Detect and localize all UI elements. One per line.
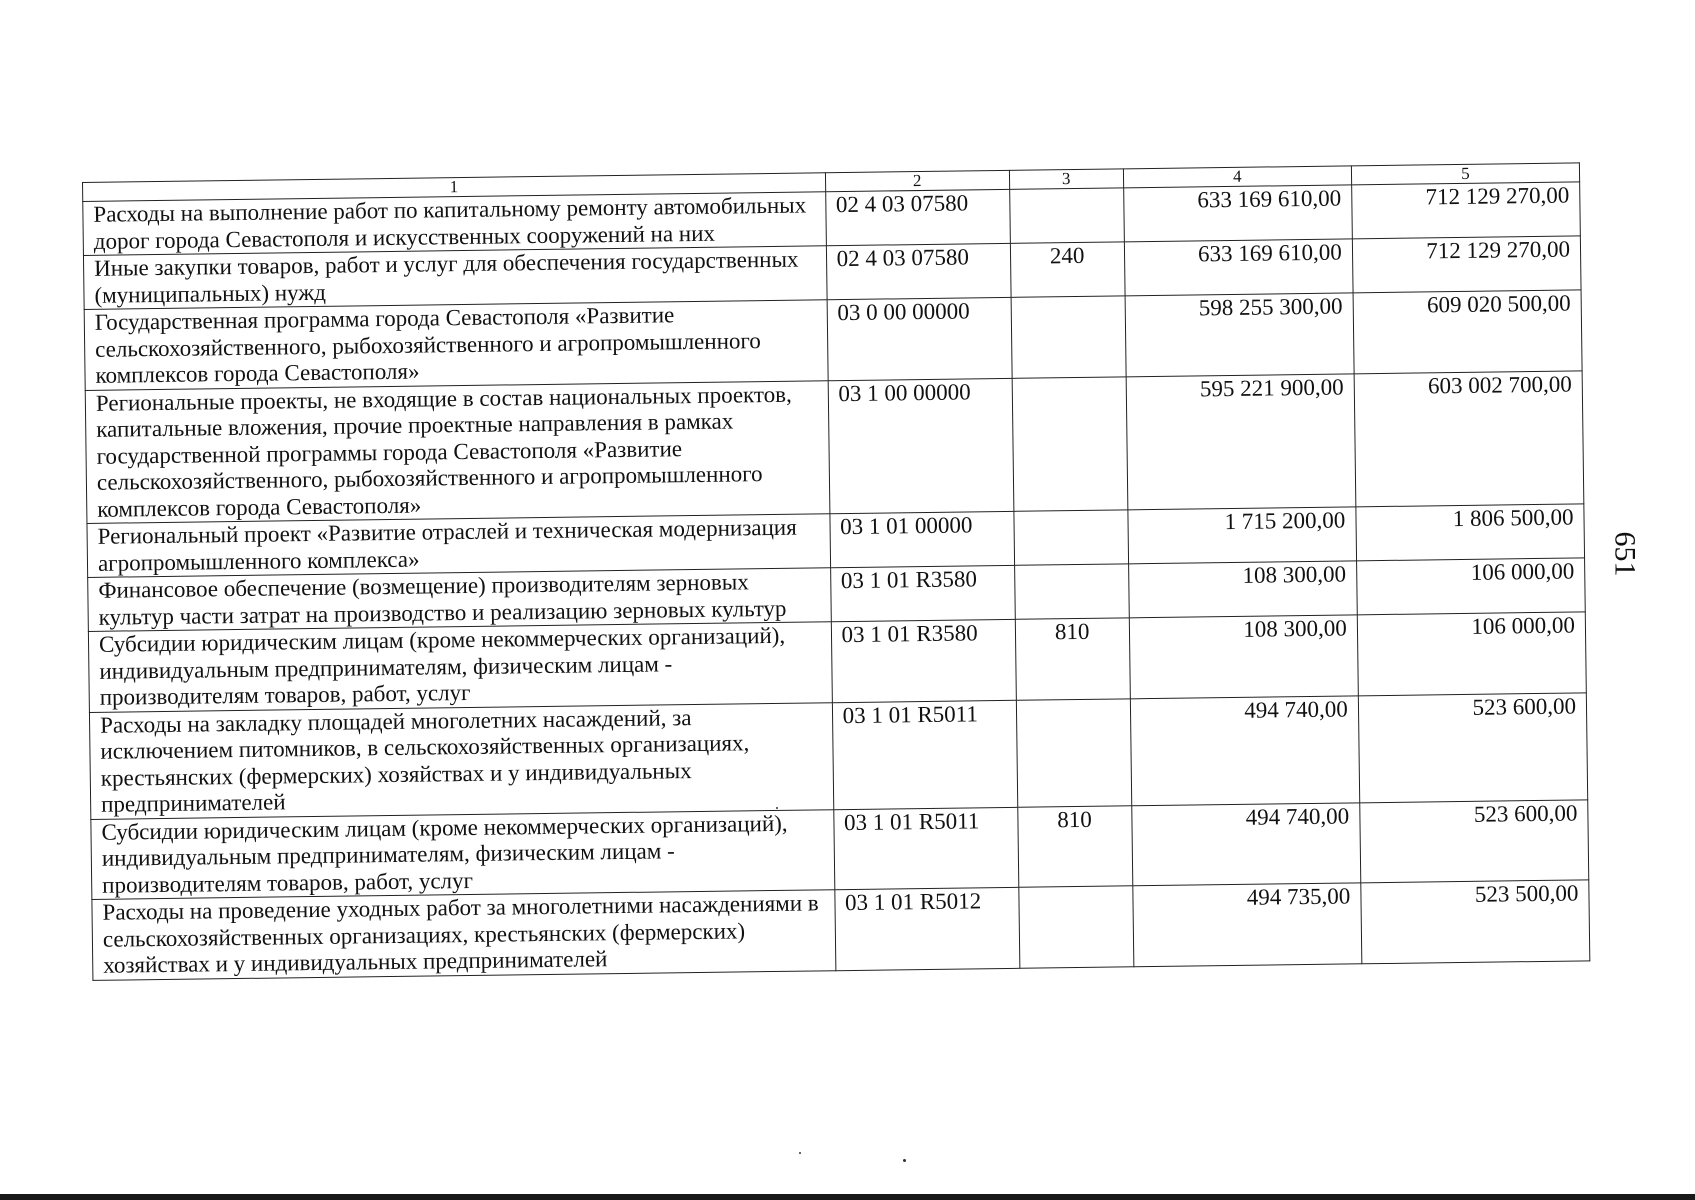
row-sum-year-1: 1 715 200,00 bbox=[1128, 507, 1357, 564]
row-expense-type bbox=[1011, 296, 1126, 378]
row-code: 03 1 01 00000 bbox=[829, 511, 1014, 567]
row-name: Расходы на выполнение работ по капитальному ремонту автомобильных дорог города Севастополя и искусственных сооружений на них bbox=[83, 192, 826, 256]
row-code: 03 1 01 R5012 bbox=[834, 887, 1019, 970]
row-sum-year-2: 106 000,00 bbox=[1357, 612, 1586, 695]
row-name: Региональные проекты, не входящие в состав национальных проектов, капитальные вложения, прочие проектные направления в рамках государственной программы города Севастополя «Развитие сельскохозяйственного, рыбохозяйственного и агропромышленного комплексов города Севастополя» bbox=[85, 380, 829, 523]
row-sum-year-2: 523 600,00 bbox=[1360, 799, 1589, 882]
row-expense-type bbox=[1013, 510, 1128, 565]
row-expense-type bbox=[1014, 564, 1129, 619]
scan-speck bbox=[799, 1152, 801, 1154]
budget-table bbox=[82, 162, 1590, 980]
row-sum-year-2: 712 129 270,00 bbox=[1352, 236, 1581, 293]
row-code: 03 0 00 00000 bbox=[827, 297, 1012, 380]
row-expense-type bbox=[1009, 188, 1124, 243]
budget-table-sheet bbox=[82, 162, 1590, 980]
row-sum-year-1: 108 300,00 bbox=[1129, 615, 1358, 698]
table-row bbox=[89, 692, 1587, 819]
row-expense-type bbox=[1018, 886, 1133, 968]
row-sum-year-1: 494 740,00 bbox=[1131, 802, 1360, 885]
row-sum-year-1: 633 169 610,00 bbox=[1124, 239, 1353, 296]
row-code: 03 1 01 R3580 bbox=[830, 565, 1015, 621]
row-sum-year-2: 603 002 700,00 bbox=[1354, 370, 1584, 506]
header-col-3: 3 bbox=[1009, 169, 1123, 189]
row-code: 02 4 03 07580 bbox=[825, 189, 1010, 245]
scan-speck bbox=[903, 1159, 906, 1162]
row-sum-year-2: 1 806 500,00 bbox=[1356, 504, 1585, 561]
scan-speck bbox=[776, 807, 778, 809]
row-sum-year-2: 106 000,00 bbox=[1356, 558, 1585, 615]
row-code: 03 1 01 R3580 bbox=[831, 619, 1016, 702]
row-name: Финансовое обеспечение (возмещение) производителям зерновых культур части затрат на производство и реализацию зерновых культур bbox=[88, 568, 831, 632]
row-name: Субсидии юридическим лицам (кроме некоммерческих организаций), индивидуальным предпринимателям, физическим лицам - производителям товаров, работ, услуг bbox=[88, 622, 832, 712]
row-sum-year-2: 523 600,00 bbox=[1358, 692, 1588, 802]
row-name: Региональный проект «Развитие отраслей и техническая модернизация агропромышленного комплекса» bbox=[87, 514, 830, 578]
row-expense-type: 810 bbox=[1015, 618, 1130, 700]
row-sum-year-1: 108 300,00 bbox=[1128, 561, 1357, 618]
table-row bbox=[85, 370, 1584, 523]
row-expense-type bbox=[1016, 698, 1131, 806]
row-expense-type: 240 bbox=[1010, 242, 1125, 297]
row-name: Государственная программа города Севастополя «Развитие сельскохозяйственного, рыбохозяйственного и агропромышленного комплексов города Севастополя» bbox=[84, 300, 828, 390]
row-code: 03 1 00 00000 bbox=[828, 378, 1014, 514]
row-code: 03 1 01 R5011 bbox=[832, 700, 1017, 809]
row-sum-year-1: 494 735,00 bbox=[1132, 883, 1361, 966]
row-sum-year-2: 712 129 270,00 bbox=[1351, 182, 1580, 239]
row-name: Иные закупки товаров, работ и услуг для обеспечения государственных (муниципальных) нужд bbox=[83, 246, 826, 310]
header-col-1: 1 bbox=[83, 173, 826, 202]
row-name: Субсидии юридическим лицам (кроме некоммерческих организаций), индивидуальным предпринимателям, физическим лицам - производителям товаров, работ, услуг bbox=[91, 809, 835, 899]
row-expense-type: 810 bbox=[1017, 805, 1132, 887]
row-code: 03 1 01 R5011 bbox=[833, 807, 1018, 890]
row-name: Расходы на закладку площадей многолетних насаждений, за исключением питомников, в сельскохозяйственных организациях, крестьянских (фермерских) хозяйствах и у индивидуальных предпринимателей bbox=[89, 702, 833, 819]
header-col-5: 5 bbox=[1351, 163, 1579, 185]
page-number: 651 bbox=[1608, 531, 1642, 577]
row-name: Расходы на проведение уходных работ за многолетними насаждениями в сельскохозяйственных организациях, крестьянских (фермерских) хозяйствах и у индивидуальных предпринимателей bbox=[92, 890, 836, 980]
row-sum-year-1: 595 221 900,00 bbox=[1126, 373, 1356, 509]
row-sum-year-1: 633 169 610,00 bbox=[1123, 185, 1352, 242]
header-col-4: 4 bbox=[1123, 166, 1351, 188]
row-expense-type bbox=[1012, 376, 1128, 511]
scan-edge bbox=[0, 1194, 1695, 1200]
row-sum-year-2: 609 020 500,00 bbox=[1353, 290, 1582, 373]
row-sum-year-1: 494 740,00 bbox=[1130, 695, 1360, 805]
header-col-2: 2 bbox=[825, 170, 1009, 191]
row-sum-year-1: 598 255 300,00 bbox=[1125, 293, 1354, 376]
row-sum-year-2: 523 500,00 bbox=[1361, 880, 1590, 963]
row-code: 02 4 03 07580 bbox=[826, 243, 1011, 299]
